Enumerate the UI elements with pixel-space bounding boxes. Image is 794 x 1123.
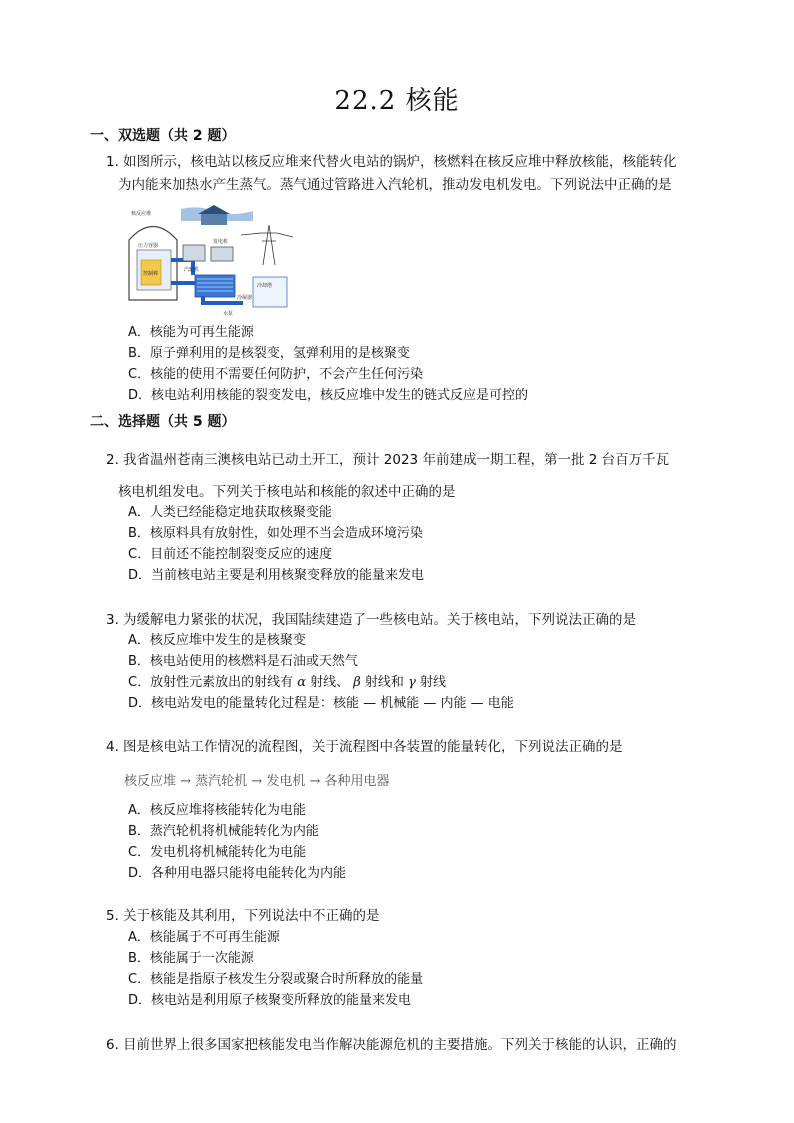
diagram-label: 冷却塔: [257, 283, 273, 289]
option-b[interactable]: B．原子弹利用的是核裂变，氢弹利用的是核聚变: [128, 346, 410, 361]
question-text-line: 如图所示，核电站以核反应堆来代替火电站的锅炉，核燃料在核反应堆中释放核能，核能转化: [123, 154, 677, 170]
option-a[interactable]: A．核能属于不可再生能源: [128, 930, 280, 945]
diagram-label: 发电机: [213, 239, 229, 245]
option-c[interactable]: C．发电机将机械能转化为电能: [128, 845, 307, 860]
option-a[interactable]: A．核反应堆中发生的是核聚变: [128, 633, 306, 648]
option-d[interactable]: D．核电站发电的能量转化过程是：核能 — 机械能 — 内能 — 电能: [128, 696, 514, 711]
question-text-line: 核电机组发电。下列关于核电站和核能的叙述中正确的是: [118, 484, 456, 500]
question-number: 6.: [106, 1037, 119, 1053]
option-b[interactable]: B．核电站使用的核燃料是石油或天然气: [128, 654, 358, 669]
question-text-line: 为内能来加热水产生蒸气。蒸气通过管路进入汽轮机，推动发电机发电。下列说法中正确的是: [118, 177, 672, 193]
gamma-symbol: γ: [408, 675, 416, 690]
section-heading-choice: 二、选择题（共 5 题）: [90, 414, 236, 430]
option-c[interactable]: C．目前还不能控制裂变反应的速度: [128, 547, 333, 562]
option-d[interactable]: D．核电站利用核能的裂变发电，核反应堆中发生的链式反应是可控的: [128, 388, 529, 403]
diagram-label: 冷凝器: [237, 295, 253, 301]
page-title: 22.2 核能: [334, 86, 460, 116]
question-number: 1.: [106, 154, 119, 170]
option-c[interactable]: C．核能的使用不需要任何防护，不会产生任何污染: [128, 367, 424, 382]
option-c[interactable]: [128, 672, 446, 693]
question-number: 3.: [106, 612, 119, 628]
option-d[interactable]: D．当前核电站主要是利用核聚变释放的能量来发电: [128, 568, 425, 583]
nuclear-plant-diagram: [123, 205, 295, 325]
question-text-line: 为缓解电力紧张的状况，我国陆续建造了一些核电站。关于核电站，下列说法正确的是: [123, 612, 636, 628]
option-c-sep1: 射线、: [306, 675, 350, 690]
question-number: 4.: [106, 739, 119, 755]
option-a[interactable]: A．核能为可再生能源: [128, 325, 254, 340]
diagram-label: 汽轮机: [184, 267, 200, 273]
option-d[interactable]: D．各种用电器只能将电能转化为内能: [128, 866, 347, 881]
question-text-line: 图是核电站工作情况的流程图，关于流程图中各装置的能量转化，下列说法正确的是: [123, 739, 623, 755]
diagram-label: 水泵: [223, 311, 234, 317]
question-number: 5.: [106, 908, 119, 924]
diagram-label: 控制棒: [143, 271, 159, 277]
question-text-line: 我省温州苍南三澳核电站已动土开工，预计 2023 年前建成一期工程，第一批 2 台百万千瓦: [123, 452, 670, 468]
diagram-label: 核反应堆: [131, 211, 152, 217]
option-b[interactable]: B．核原料具有放射性，如处理不当会造成环境污染: [128, 526, 423, 541]
beta-symbol: β: [353, 675, 361, 690]
option-d[interactable]: D．核电站是利用原子核聚变所释放的能量来发电: [128, 993, 412, 1008]
question-number: 2.: [106, 452, 119, 468]
alpha-symbol: α: [297, 675, 306, 690]
question-text-line: 关于核能及其利用，下列说法中不正确的是: [123, 908, 380, 924]
section-heading-double-choice: 一、双选题（共 2 题）: [90, 128, 236, 144]
diagram-label: 压力容器: [138, 243, 159, 249]
option-a[interactable]: A．人类已经能稳定地获取核聚变能: [128, 505, 332, 520]
transmission-tower-icon: [241, 225, 293, 265]
option-b[interactable]: B．蒸汽轮机将机械能转化为内能: [128, 824, 319, 839]
option-c-end: 射线: [415, 675, 446, 690]
option-b[interactable]: B．核能属于一次能源: [128, 951, 254, 966]
option-a[interactable]: A．核反应堆将核能转化为电能: [128, 803, 306, 818]
option-c[interactable]: C．核能是指原子核发生分裂或聚合时所释放的能量: [128, 972, 424, 987]
option-c-sep2: 射线和: [360, 675, 409, 690]
flow-chart: 核反应堆 → 蒸汽轮机 → 发电机 → 各种用电器: [124, 774, 390, 789]
question-text-line: 目前世界上很多国家把核能发电当作解决能源危机的主要措施。下列关于核能的认识，正确的: [123, 1037, 677, 1053]
option-c-text: C．放射性元素放出的射线有: [128, 675, 294, 690]
